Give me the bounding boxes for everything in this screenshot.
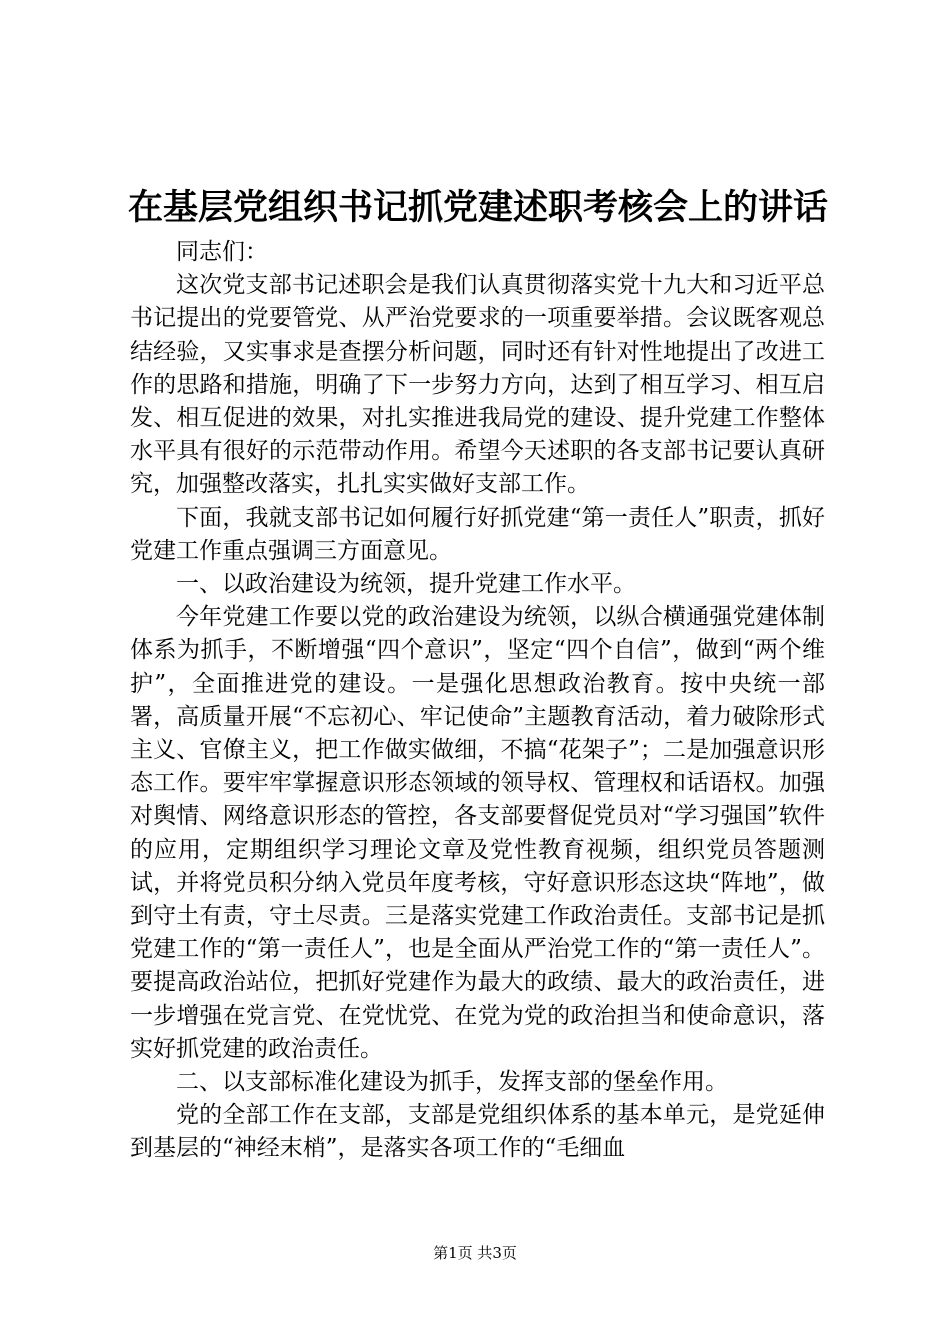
salutation: 同志们： (176, 239, 268, 265)
page-footer: 第1页 共3页 (433, 1244, 517, 1262)
document-body (130, 236, 825, 1166)
paragraph-intro: 这次党支部书记述职会是我们认真贯彻落实党十九大和习近平总书记提出的党要管党、从严治党要求的一项重要举措。会议既客观总结经验，又实事求是查摆分析问题，同时还有针对性地提出了改进工作的思路和措施，明确了下一步努力方向，达到了相互学习、相互启发、相互促进的效果，对扎实推进我局党的建设、提升党建工作整体水平具有很好的示范带动作用。希望今天述职的各支部书记要认真研究，加强整改落实，扎扎实实做好支部工作。 (130, 272, 825, 498)
paragraph-transition: 下面，我就支部书记如何履行好抓党建“第一责任人”职责，抓好党建工作重点强调三方面意见。 (130, 504, 825, 564)
document-title: 在基层党组织书记抓党建述职考核会上的讲话 (128, 187, 829, 228)
section-heading-1: 一、以政治建设为统领，提升党建工作水平。 (176, 571, 636, 598)
paragraph-section-1: 今年党建工作要以党的政治建设为统领，以纵合横通强党建体制体系为抓手，不断增强“四个意识”，坚定“四个自信”，做到“两个维护”，全面推进党的建设。一是强化思想政治教育。按中央统一部署，高质量开展“不忘初心、牢记使命”主题教育活动，着力破除形式主义、官僚主义，把工作做实做细，不搞“花架子”；二是加强意识形态工作。要牢牢掌握意识形态领域的领导权、管理权和话语权。加强对舆情、网络意识形态的管控，各支部要督促党员对“学习强国”软件的应用，定期组织学习理论文章及党性教育视频，组织党员答题测试，并将党员积分纳入党员年度考核，守好意识形态这块“阵地”，做到守土有责，守土尽责。三是落实党建工作政治责任。支部书记是抓党建工作的“第一责任人”，也是全面从严治党工作的“第一责任人”。要提高政治站位，把抓好党建作为最大的政绩、最大的政治责任，进一步增强在党言党、在党忧党、在党为党的政治担当和使命意识，落实好抓党建的政治责任。 (130, 604, 825, 1062)
paragraph-section-2: 党的全部工作在支部，支部是党组织体系的基本单元，是党延伸到基层的“神经末梢”，是落实各项工作的“毛细血 (130, 1102, 825, 1162)
section-heading-2: 二、以支部标准化建设为抓手，发挥支部的堡垒作用。 (176, 1069, 728, 1096)
